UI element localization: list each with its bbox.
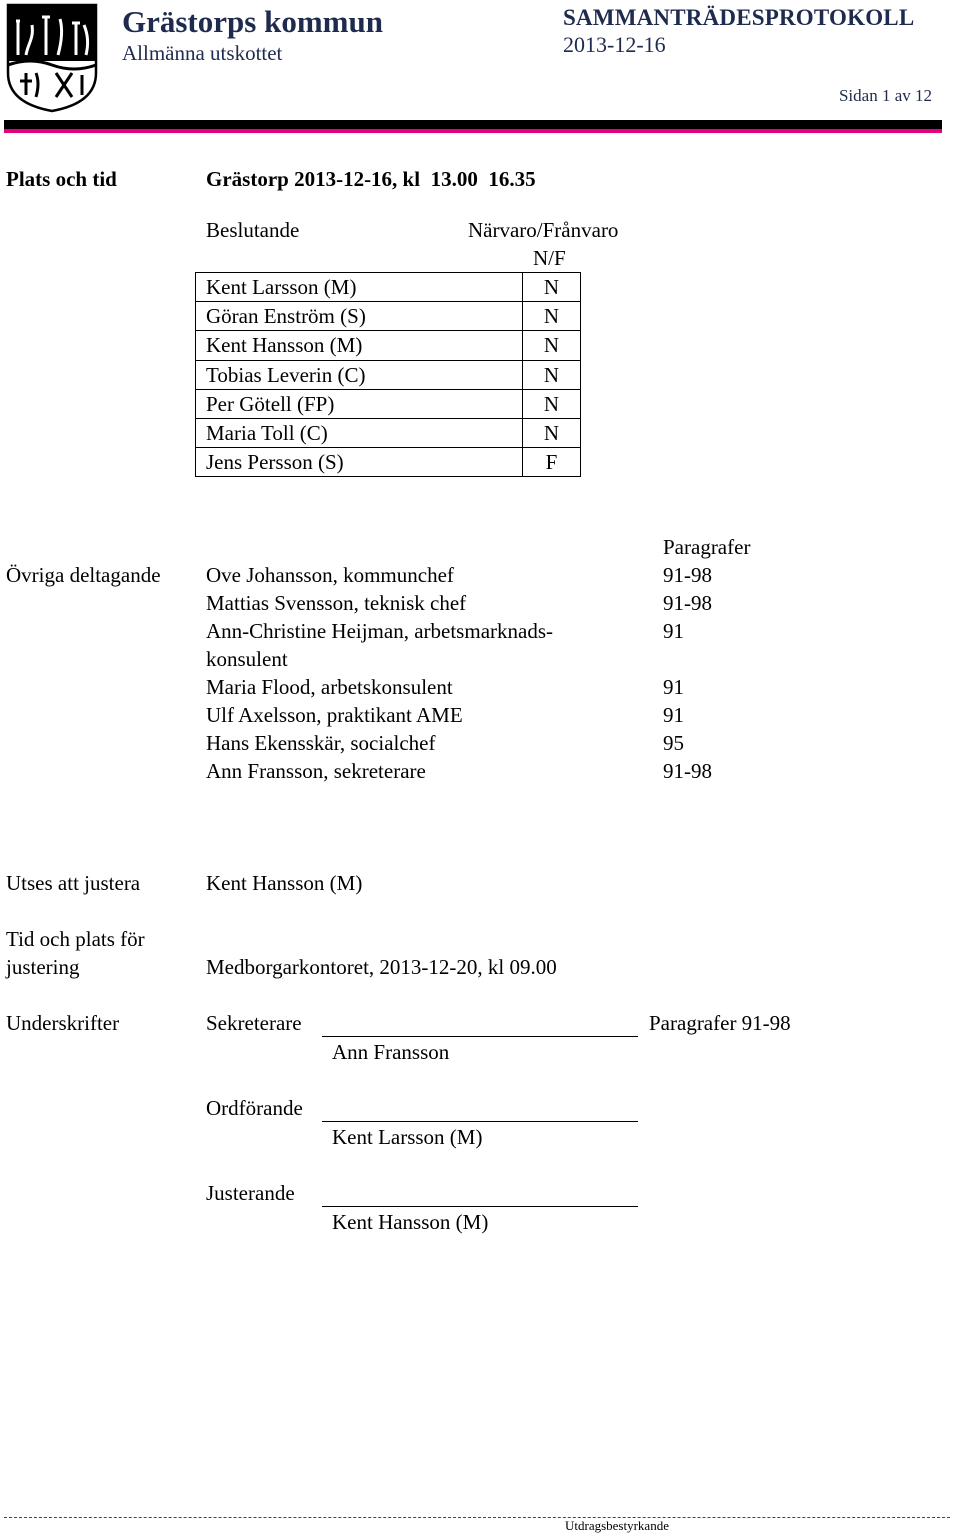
member-name: Kent Larsson (M) — [196, 273, 523, 302]
member-status: N — [523, 273, 581, 302]
municipality-coat-of-arms-logo — [6, 3, 98, 113]
participant-name: Ove Johansson, kommunchef — [206, 563, 454, 587]
adjuster-signature-line — [322, 1206, 638, 1207]
participant-paragraphs: 91 — [663, 619, 684, 643]
participant-paragraphs: 91-98 — [663, 591, 712, 615]
header-rule-pink — [4, 129, 942, 133]
other-participants-label: Övriga deltagande — [6, 563, 161, 587]
participant-name: Ann Fransson, sekreterare — [206, 759, 426, 783]
meeting-place-time-value: Grästorp 2013-12-16, kl 13.00 16.35 — [206, 167, 536, 191]
secretary-paragraphs: Paragrafer 91-98 — [649, 1011, 791, 1035]
member-status: F — [523, 448, 581, 477]
participant-name-continued: konsulent — [206, 647, 288, 671]
member-name: Tobias Leverin (C) — [196, 360, 523, 389]
member-name: Per Götell (FP) — [196, 389, 523, 418]
participant-name: Ulf Axelsson, praktikant AME — [206, 703, 463, 727]
adjuster-role: Justerande — [206, 1181, 295, 1205]
attendance-presence-subheading: N/F — [533, 246, 566, 270]
paragraphs-heading: Paragrafer — [663, 535, 751, 559]
table-row — [196, 389, 581, 418]
table-row — [196, 331, 581, 360]
table-row — [196, 418, 581, 447]
member-status: N — [523, 418, 581, 447]
participant-paragraphs: 91 — [663, 703, 684, 727]
member-status: N — [523, 302, 581, 331]
participant-name: Mattias Svensson, teknisk chef — [206, 591, 467, 615]
document-date: 2013-12-16 — [563, 32, 666, 57]
document-type-title: SAMMANTRÄDESPROTOKOLL — [563, 5, 915, 30]
member-name: Maria Toll (C) — [196, 418, 523, 447]
member-status: N — [523, 331, 581, 360]
secretary-name: Ann Fransson — [332, 1040, 450, 1064]
meeting-place-time-label: Plats och tid — [6, 167, 117, 191]
member-name: Göran Enström (S) — [196, 302, 523, 331]
page-number: Sidan 1 av 12 — [838, 86, 932, 105]
adjuster-label: Utses att justera — [6, 871, 141, 895]
member-name: Kent Hansson (M) — [196, 331, 523, 360]
secretary-signature-line — [322, 1036, 638, 1037]
adjuster-signature-name: Kent Hansson (M) — [332, 1210, 489, 1234]
participant-name: Ann-Christine Heijman, arbetsmarknads- — [206, 619, 553, 643]
table-row — [196, 273, 581, 302]
header-rule — [4, 120, 942, 134]
participant-paragraphs: 95 — [663, 731, 684, 755]
participant-paragraphs: 91 — [663, 675, 684, 699]
participant-name: Maria Flood, arbetskonsulent — [206, 675, 453, 699]
adjust-time-value: Medborgarkontoret, 2013-12-20, kl 09.00 — [206, 955, 557, 979]
attendance-table — [195, 272, 581, 477]
chair-name: Kent Larsson (M) — [332, 1125, 483, 1149]
table-row — [196, 448, 581, 477]
adjuster-value: Kent Hansson (M) — [206, 871, 363, 895]
chair-role: Ordförande — [206, 1096, 303, 1120]
table-row — [196, 302, 581, 331]
member-status: N — [523, 360, 581, 389]
attendance-member-heading: Beslutande — [206, 218, 300, 242]
participant-name: Hans Ekensskär, socialchef — [206, 731, 436, 755]
chair-signature-line — [322, 1121, 638, 1122]
participant-paragraphs: 91-98 — [663, 563, 712, 587]
organization-name: Grästorps kommun — [122, 4, 383, 39]
committee-name: Allmänna utskottet — [122, 41, 283, 65]
attendance-presence-heading: Närvaro/Frånvaro — [468, 218, 619, 242]
footer-certification-label: Utdragsbestyrkande — [565, 1518, 669, 1533]
header-rule-black — [4, 120, 942, 129]
signatures-label: Underskrifter — [6, 1011, 120, 1035]
member-name: Jens Persson (S) — [196, 448, 523, 477]
footer-rule — [4, 1517, 950, 1518]
secretary-role: Sekreterare — [206, 1011, 302, 1035]
participant-paragraphs: 91-98 — [663, 759, 712, 783]
adjust-time-label-line2: justering — [6, 955, 80, 979]
adjust-time-label-line1: Tid och plats för — [6, 927, 145, 951]
table-row — [196, 360, 581, 389]
member-status: N — [523, 389, 581, 418]
